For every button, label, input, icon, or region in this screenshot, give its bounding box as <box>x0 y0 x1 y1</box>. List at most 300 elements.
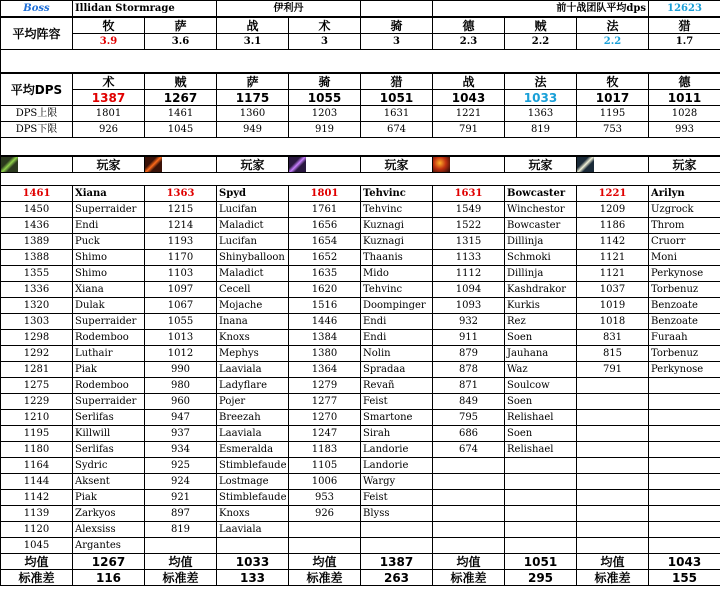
dps-value[interactable] <box>433 538 505 554</box>
player-name[interactable]: Superraider <box>73 394 145 410</box>
dps-upper-value[interactable]: 1203 <box>289 106 361 122</box>
dps-value[interactable] <box>577 410 649 426</box>
dps-avg-value[interactable]: 1051 <box>361 90 433 106</box>
player-name[interactable] <box>649 410 720 426</box>
dps-value[interactable] <box>577 378 649 394</box>
player-name[interactable]: Torbenuz <box>649 346 720 362</box>
dps-value[interactable]: 937 <box>145 426 217 442</box>
player-name[interactable]: Aksent <box>73 474 145 490</box>
dps-lower-value[interactable]: 674 <box>361 122 433 138</box>
dps-value[interactable]: 1229 <box>1 394 73 410</box>
mean-label[interactable]: 均值 <box>433 554 505 570</box>
player-name[interactable] <box>217 538 289 554</box>
composition-value[interactable]: 1.7 <box>649 34 720 50</box>
player-name[interactable]: Mojache <box>217 298 289 314</box>
dps-avg-value[interactable]: 1267 <box>145 90 217 106</box>
top-player[interactable]: Arilyn <box>649 186 720 202</box>
player-name[interactable]: Thaanis <box>361 250 433 266</box>
player-header[interactable]: 玩家 <box>361 157 433 173</box>
dps-value[interactable]: 686 <box>433 426 505 442</box>
top-player[interactable]: Bowcaster <box>505 186 577 202</box>
mean-label[interactable]: 均值 <box>577 554 649 570</box>
player-name[interactable]: Soen <box>505 426 577 442</box>
player-name[interactable]: Maladict <box>217 266 289 282</box>
dps-value[interactable] <box>433 458 505 474</box>
player-name[interactable]: Torbenuz <box>649 282 720 298</box>
dps-value[interactable]: 924 <box>145 474 217 490</box>
dps-value[interactable]: 1522 <box>433 218 505 234</box>
top-value[interactable]: 1631 <box>433 186 505 202</box>
player-name[interactable]: Endi <box>361 314 433 330</box>
dps-class[interactable]: 法 <box>505 74 577 90</box>
composition-class[interactable]: 法 <box>577 18 649 34</box>
player-header[interactable]: 玩家 <box>505 157 577 173</box>
dps-class[interactable]: 牧 <box>577 74 649 90</box>
dps-lower-value[interactable]: 819 <box>505 122 577 138</box>
dps-value[interactable]: 1281 <box>1 362 73 378</box>
player-name[interactable]: Superraider <box>73 314 145 330</box>
mean-value[interactable]: 1267 <box>73 554 145 570</box>
player-name[interactable]: Piak <box>73 490 145 506</box>
player-name[interactable]: Tehvinc <box>361 282 433 298</box>
player-name[interactable]: Tehvinc <box>361 202 433 218</box>
player-name[interactable] <box>649 394 720 410</box>
dps-value[interactable]: 1336 <box>1 282 73 298</box>
mean-value[interactable]: 1033 <box>217 554 289 570</box>
player-name[interactable]: Superraider <box>73 202 145 218</box>
player-name[interactable] <box>649 506 720 522</box>
class-icon-cell[interactable] <box>145 157 217 173</box>
dps-class[interactable]: 术 <box>73 74 145 90</box>
dps-value[interactable] <box>433 490 505 506</box>
player-name[interactable]: Lucifan <box>217 234 289 250</box>
class-icon-cell[interactable] <box>289 157 361 173</box>
player-name[interactable] <box>505 474 577 490</box>
dps-value[interactable] <box>577 442 649 458</box>
player-name[interactable]: Sydric <box>73 458 145 474</box>
composition-class[interactable]: 牧 <box>73 18 145 34</box>
dps-avg-value[interactable]: 1175 <box>217 90 289 106</box>
dps-value[interactable]: 1389 <box>1 234 73 250</box>
player-name[interactable]: Waz <box>505 362 577 378</box>
dps-value[interactable]: 1112 <box>433 266 505 282</box>
composition-value[interactable]: 2.2 <box>577 34 649 50</box>
dps-value[interactable]: 1139 <box>1 506 73 522</box>
player-name[interactable]: Furaah <box>649 330 720 346</box>
dps-upper-label[interactable]: DPS上限 <box>1 106 73 122</box>
player-name[interactable]: Nolin <box>361 346 433 362</box>
dps-value[interactable]: 871 <box>433 378 505 394</box>
player-name[interactable]: Rodemboo <box>73 378 145 394</box>
mean-label[interactable]: 均值 <box>1 554 73 570</box>
player-name[interactable]: Pojer <box>217 394 289 410</box>
player-name[interactable]: Lostmage <box>217 474 289 490</box>
player-name[interactable]: Feist <box>361 394 433 410</box>
dps-value[interactable] <box>577 474 649 490</box>
composition-class[interactable]: 战 <box>217 18 289 34</box>
class-icon-cell[interactable] <box>1 157 73 173</box>
dps-value[interactable] <box>289 538 361 554</box>
dps-class[interactable]: 萨 <box>217 74 289 90</box>
player-name[interactable]: Dillinja <box>505 234 577 250</box>
std-label[interactable]: 标准差 <box>1 570 73 586</box>
player-name[interactable] <box>505 458 577 474</box>
dps-value[interactable]: 1037 <box>577 282 649 298</box>
dps-value[interactable]: 1019 <box>577 298 649 314</box>
dps-value[interactable]: 1018 <box>577 314 649 330</box>
dps-upper-value[interactable]: 1461 <box>145 106 217 122</box>
player-name[interactable] <box>361 522 433 538</box>
dps-value[interactable]: 1364 <box>289 362 361 378</box>
dps-value[interactable]: 1303 <box>1 314 73 330</box>
composition-class[interactable]: 德 <box>433 18 505 34</box>
dps-value[interactable]: 1298 <box>1 330 73 346</box>
mean-label[interactable]: 均值 <box>145 554 217 570</box>
dps-value[interactable]: 1654 <box>289 234 361 250</box>
top-player[interactable]: Spyd <box>217 186 289 202</box>
dps-class[interactable]: 德 <box>649 74 720 90</box>
dps-lower-value[interactable]: 753 <box>577 122 649 138</box>
dps-upper-value[interactable]: 1221 <box>433 106 505 122</box>
player-name[interactable]: Xiana <box>73 282 145 298</box>
player-name[interactable]: Maladict <box>217 218 289 234</box>
player-name[interactable]: Rez <box>505 314 577 330</box>
top-value[interactable]: 1363 <box>145 186 217 202</box>
top-value[interactable]: 1801 <box>289 186 361 202</box>
player-name[interactable]: Jauhana <box>505 346 577 362</box>
composition-value[interactable]: 3.9 <box>73 34 145 50</box>
dps-value[interactable]: 815 <box>577 346 649 362</box>
top-player[interactable]: Tehvinc <box>361 186 433 202</box>
player-name[interactable]: Cecell <box>217 282 289 298</box>
dps-upper-value[interactable]: 1028 <box>649 106 720 122</box>
player-header[interactable]: 玩家 <box>649 157 720 173</box>
player-name[interactable] <box>649 490 720 506</box>
dps-value[interactable]: 1105 <box>289 458 361 474</box>
dps-value[interactable]: 1164 <box>1 458 73 474</box>
player-name[interactable]: Knoxs <box>217 506 289 522</box>
player-name[interactable] <box>649 474 720 490</box>
player-name[interactable]: Laaviala <box>217 522 289 538</box>
player-name[interactable]: Killwill <box>73 426 145 442</box>
dps-value[interactable]: 897 <box>145 506 217 522</box>
gap-cell[interactable] <box>1 173 720 186</box>
player-name[interactable]: Landorie <box>361 458 433 474</box>
dps-value[interactable] <box>577 538 649 554</box>
dps-avg-value[interactable]: 1033 <box>505 90 577 106</box>
player-name[interactable]: Soen <box>505 394 577 410</box>
player-name[interactable]: Schmoki <box>505 250 577 266</box>
dps-value[interactable]: 1635 <box>289 266 361 282</box>
dps-value[interactable]: 674 <box>433 442 505 458</box>
dps-value[interactable]: 1388 <box>1 250 73 266</box>
player-name[interactable]: Ladyflare <box>217 378 289 394</box>
dps-value[interactable] <box>577 506 649 522</box>
dps-value[interactable]: 1549 <box>433 202 505 218</box>
dps-value[interactable] <box>433 522 505 538</box>
dps-value[interactable]: 1186 <box>577 218 649 234</box>
dps-value[interactable] <box>145 538 217 554</box>
player-name[interactable]: Kashdrakor <box>505 282 577 298</box>
dps-avg-value[interactable]: 1043 <box>433 90 505 106</box>
player-name[interactable]: Dulak <box>73 298 145 314</box>
dps-lower-value[interactable]: 926 <box>73 122 145 138</box>
player-name[interactable]: Lucifan <box>217 202 289 218</box>
player-name[interactable]: Kuznagi <box>361 234 433 250</box>
mean-value[interactable]: 1051 <box>505 554 577 570</box>
composition-value[interactable]: 3 <box>289 34 361 50</box>
top-player[interactable]: Xiana <box>73 186 145 202</box>
dps-value[interactable]: 1315 <box>433 234 505 250</box>
mean-label[interactable]: 均值 <box>289 554 361 570</box>
player-name[interactable]: Serlifas <box>73 442 145 458</box>
dps-value[interactable] <box>433 474 505 490</box>
dps-lower-value[interactable]: 949 <box>217 122 289 138</box>
std-label[interactable]: 标准差 <box>433 570 505 586</box>
dps-value[interactable]: 934 <box>145 442 217 458</box>
dps-class[interactable]: 骑 <box>289 74 361 90</box>
dps-value[interactable]: 1292 <box>1 346 73 362</box>
composition-class[interactable]: 猎 <box>649 18 720 34</box>
dps-value[interactable]: 1193 <box>145 234 217 250</box>
dps-value[interactable]: 1275 <box>1 378 73 394</box>
dps-value[interactable]: 947 <box>145 410 217 426</box>
dps-value[interactable]: 1279 <box>289 378 361 394</box>
dps-value[interactable]: 932 <box>433 314 505 330</box>
dps-value[interactable]: 1093 <box>433 298 505 314</box>
player-name[interactable]: Serlifas <box>73 410 145 426</box>
top-value[interactable]: 1221 <box>577 186 649 202</box>
raid-avg-label[interactable]: 前十战团队平均dps <box>433 1 649 17</box>
player-name[interactable] <box>649 442 720 458</box>
player-name[interactable]: Perkynose <box>649 266 720 282</box>
player-header[interactable]: 玩家 <box>73 157 145 173</box>
raid-avg-value[interactable]: 12623 <box>649 1 720 17</box>
dps-value[interactable]: 980 <box>145 378 217 394</box>
avg-dps-label[interactable]: 平均DPS <box>1 74 73 106</box>
composition-value[interactable]: 2.3 <box>433 34 505 50</box>
dps-value[interactable]: 795 <box>433 410 505 426</box>
player-name[interactable] <box>649 378 720 394</box>
dps-lower-label[interactable]: DPS下限 <box>1 122 73 138</box>
dps-value[interactable]: 1761 <box>289 202 361 218</box>
player-name[interactable]: Knoxs <box>217 330 289 346</box>
dps-value[interactable]: 1380 <box>289 346 361 362</box>
player-name[interactable]: Uzgrock <box>649 202 720 218</box>
dps-value[interactable]: 1121 <box>577 250 649 266</box>
player-name[interactable]: Relishael <box>505 442 577 458</box>
dps-value[interactable]: 911 <box>433 330 505 346</box>
composition-value[interactable]: 3 <box>361 34 433 50</box>
player-name[interactable] <box>505 522 577 538</box>
player-name[interactable]: Smartone <box>361 410 433 426</box>
dps-value[interactable]: 921 <box>145 490 217 506</box>
player-name[interactable]: Breezah <box>217 410 289 426</box>
dps-value[interactable]: 1436 <box>1 218 73 234</box>
player-name[interactable] <box>649 522 720 538</box>
player-name[interactable]: Dillinja <box>505 266 577 282</box>
dps-avg-value[interactable]: 1055 <box>289 90 361 106</box>
dps-value[interactable]: 819 <box>145 522 217 538</box>
dps-value[interactable]: 1170 <box>145 250 217 266</box>
dps-value[interactable]: 1450 <box>1 202 73 218</box>
class-icon-cell[interactable] <box>433 157 505 173</box>
player-name[interactable]: Moni <box>649 250 720 266</box>
dps-value[interactable]: 1247 <box>289 426 361 442</box>
dps-value[interactable]: 1209 <box>577 202 649 218</box>
dps-value[interactable]: 1384 <box>289 330 361 346</box>
dps-lower-value[interactable]: 791 <box>433 122 505 138</box>
composition-value[interactable]: 3.6 <box>145 34 217 50</box>
mean-value[interactable]: 1043 <box>649 554 720 570</box>
dps-value[interactable] <box>433 506 505 522</box>
player-name[interactable]: Shimo <box>73 250 145 266</box>
player-name[interactable]: Revañ <box>361 378 433 394</box>
dps-value[interactable]: 879 <box>433 346 505 362</box>
player-name[interactable]: Esmeralda <box>217 442 289 458</box>
dps-value[interactable]: 1006 <box>289 474 361 490</box>
player-name[interactable]: Puck <box>73 234 145 250</box>
player-name[interactable]: Feist <box>361 490 433 506</box>
player-name[interactable]: Endi <box>361 330 433 346</box>
player-name[interactable]: Relishael <box>505 410 577 426</box>
dps-value[interactable]: 1120 <box>1 522 73 538</box>
boss-label[interactable]: Boss <box>1 1 73 17</box>
composition-class[interactable]: 萨 <box>145 18 217 34</box>
player-name[interactable]: Mido <box>361 266 433 282</box>
dps-value[interactable]: 1045 <box>1 538 73 554</box>
dps-avg-value[interactable]: 1387 <box>73 90 145 106</box>
dps-value[interactable]: 953 <box>289 490 361 506</box>
dps-value[interactable]: 960 <box>145 394 217 410</box>
std-value[interactable]: 133 <box>217 570 289 586</box>
dps-avg-value[interactable]: 1017 <box>577 90 649 106</box>
dps-value[interactable]: 1142 <box>577 234 649 250</box>
boss-name-cn[interactable]: 伊利丹 <box>217 1 361 17</box>
mean-value[interactable]: 1387 <box>361 554 433 570</box>
dps-value[interactable]: 1180 <box>1 442 73 458</box>
player-name[interactable]: Soulcow <box>505 378 577 394</box>
dps-upper-value[interactable]: 1631 <box>361 106 433 122</box>
player-name[interactable]: Laaviala <box>217 426 289 442</box>
std-value[interactable]: 263 <box>361 570 433 586</box>
player-name[interactable]: Mephys <box>217 346 289 362</box>
dps-value[interactable]: 1012 <box>145 346 217 362</box>
dps-value[interactable]: 1355 <box>1 266 73 282</box>
dps-upper-value[interactable]: 1195 <box>577 106 649 122</box>
dps-class[interactable]: 猎 <box>361 74 433 90</box>
dps-value[interactable]: 925 <box>145 458 217 474</box>
dps-value[interactable]: 1103 <box>145 266 217 282</box>
composition-class[interactable]: 术 <box>289 18 361 34</box>
dps-value[interactable]: 1215 <box>145 202 217 218</box>
dps-value[interactable]: 1656 <box>289 218 361 234</box>
dps-avg-value[interactable]: 1011 <box>649 90 720 106</box>
player-name[interactable]: Kurkis <box>505 298 577 314</box>
player-name[interactable]: Landorie <box>361 442 433 458</box>
dps-value[interactable]: 1133 <box>433 250 505 266</box>
class-icon-cell[interactable] <box>577 157 649 173</box>
dps-value[interactable]: 1652 <box>289 250 361 266</box>
dps-value[interactable]: 1013 <box>145 330 217 346</box>
std-value[interactable]: 295 <box>505 570 577 586</box>
player-name[interactable]: Rodemboo <box>73 330 145 346</box>
dps-value[interactable]: 1214 <box>145 218 217 234</box>
std-label[interactable]: 标准差 <box>289 570 361 586</box>
dps-value[interactable]: 1067 <box>145 298 217 314</box>
dps-class[interactable]: 贼 <box>145 74 217 90</box>
dps-value[interactable]: 1055 <box>145 314 217 330</box>
std-label[interactable]: 标准差 <box>145 570 217 586</box>
dps-value[interactable] <box>577 490 649 506</box>
player-name[interactable] <box>361 538 433 554</box>
top-value[interactable]: 1461 <box>1 186 73 202</box>
player-name[interactable]: Perkynose <box>649 362 720 378</box>
player-name[interactable]: Spradaa <box>361 362 433 378</box>
dps-value[interactable] <box>577 522 649 538</box>
player-name[interactable]: Doompinger <box>361 298 433 314</box>
boss-name[interactable]: Illidan Stormrage <box>73 1 217 17</box>
std-value[interactable]: 116 <box>73 570 145 586</box>
dps-value[interactable]: 1183 <box>289 442 361 458</box>
player-name[interactable]: Inana <box>217 314 289 330</box>
composition-label[interactable]: 平均阵容 <box>1 18 73 50</box>
player-name[interactable]: Argantes <box>73 538 145 554</box>
player-name[interactable]: Shinyballoon <box>217 250 289 266</box>
dps-value[interactable]: 1097 <box>145 282 217 298</box>
dps-value[interactable] <box>289 522 361 538</box>
player-name[interactable]: Endi <box>73 218 145 234</box>
player-name[interactable]: Shimo <box>73 266 145 282</box>
dps-lower-value[interactable]: 919 <box>289 122 361 138</box>
dps-value[interactable]: 1210 <box>1 410 73 426</box>
dps-value[interactable]: 1320 <box>1 298 73 314</box>
dps-value[interactable]: 1516 <box>289 298 361 314</box>
dps-value[interactable] <box>577 426 649 442</box>
player-name[interactable]: Benzoate <box>649 314 720 330</box>
dps-value[interactable] <box>577 458 649 474</box>
dps-value[interactable]: 1195 <box>1 426 73 442</box>
player-name[interactable] <box>505 490 577 506</box>
dps-value[interactable]: 1121 <box>577 266 649 282</box>
composition-value[interactable]: 3.1 <box>217 34 289 50</box>
player-name[interactable]: Soen <box>505 330 577 346</box>
player-name[interactable]: Wargy <box>361 474 433 490</box>
player-name[interactable] <box>505 538 577 554</box>
player-name[interactable] <box>649 426 720 442</box>
dps-value[interactable]: 990 <box>145 362 217 378</box>
composition-class[interactable]: 骑 <box>361 18 433 34</box>
player-name[interactable]: Laaviala <box>217 362 289 378</box>
dps-upper-value[interactable]: 1363 <box>505 106 577 122</box>
std-value[interactable]: 155 <box>649 570 720 586</box>
dps-upper-value[interactable]: 1801 <box>73 106 145 122</box>
player-header[interactable]: 玩家 <box>217 157 289 173</box>
composition-class[interactable]: 贼 <box>505 18 577 34</box>
player-name[interactable]: Kuznagi <box>361 218 433 234</box>
player-name[interactable]: Zarkyos <box>73 506 145 522</box>
player-name[interactable] <box>505 506 577 522</box>
dps-value[interactable]: 791 <box>577 362 649 378</box>
dps-class[interactable]: 战 <box>433 74 505 90</box>
dps-value[interactable]: 1446 <box>289 314 361 330</box>
player-name[interactable]: Winchestor <box>505 202 577 218</box>
dps-value[interactable]: 849 <box>433 394 505 410</box>
dps-upper-value[interactable]: 1360 <box>217 106 289 122</box>
dps-value[interactable] <box>577 394 649 410</box>
dps-value[interactable]: 1144 <box>1 474 73 490</box>
dps-value[interactable]: 1270 <box>289 410 361 426</box>
